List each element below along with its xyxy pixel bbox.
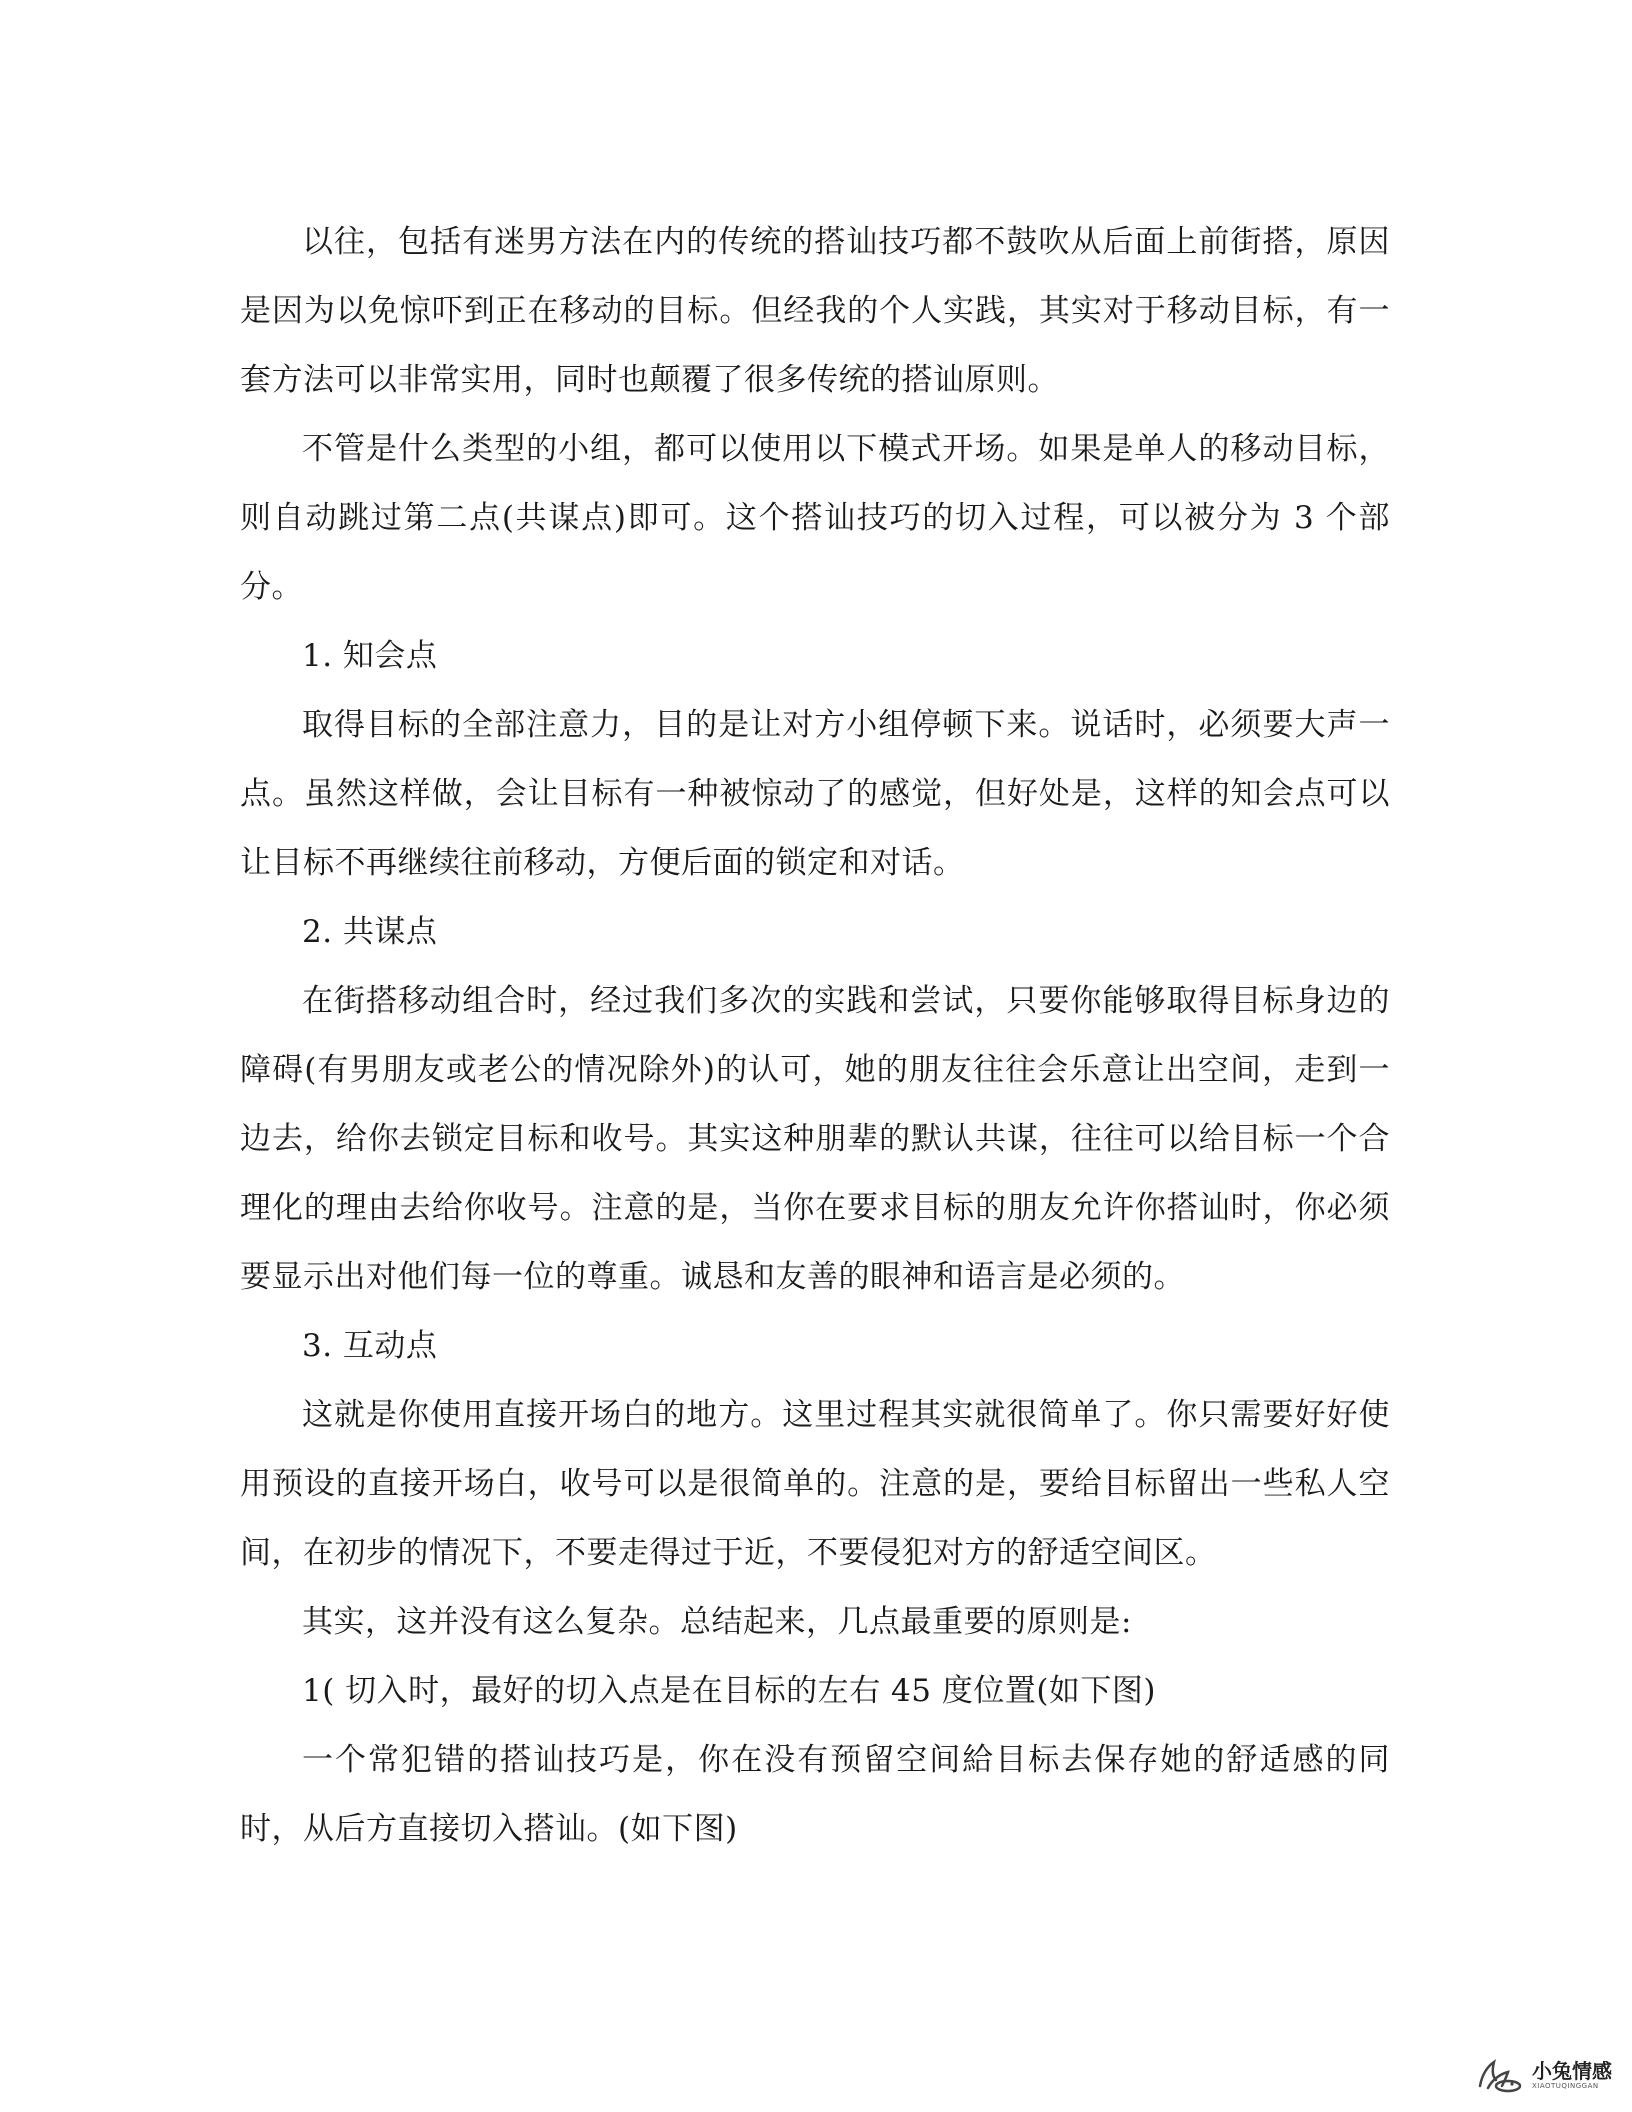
list-item: 1( 切入时，最好的切入点是在目标的左右 45 度位置(如下图)	[302, 1673, 1157, 1709]
document-body	[240, 208, 1390, 1864]
section-heading: 1. 知会点	[302, 638, 438, 674]
rabbit-logo-icon	[1474, 2056, 1524, 2094]
section-heading: 2. 共谋点	[302, 914, 438, 950]
paragraph: 这就是你使用直接开场白的地方。这里过程其实就很简单了。你只需要好好使用预设的直接开场白，收号可以是很简单的。注意的是，要给目标留出一些私人空间，在初步的情况下，不要走得过于近，不要侵犯对方的舒适空间区。	[240, 1397, 1390, 1571]
watermark-text-group	[1532, 2060, 1612, 2090]
paragraph: 以往，包括有迷男方法在内的传统的搭讪技巧都不鼓吹从后面上前街搭，原因是因为以免惊吓到正在移动的目标。但经我的个人实践，其实对于移动目标，有一套方法可以非常实用，同时也颠覆了很多传统的搭讪原则。	[240, 224, 1390, 398]
watermark-text: 小兔情感	[1532, 2059, 1612, 2083]
watermark	[1474, 2056, 1612, 2094]
paragraph: 一个常犯错的搭讪技巧是，你在没有预留空间給目标去保存她的舒适感的同时，从后方直接切入搭讪。(如下图)	[240, 1742, 1390, 1847]
paragraph: 取得目标的全部注意力，目的是让对方小组停顿下来。说话时，必须要大声一点。虽然这样做，会让目标有一种被惊动了的感觉，但好处是，这样的知会点可以让目标不再继续往前移动，方便后面的锁定和对话。	[240, 707, 1390, 881]
section-heading: 3. 互动点	[302, 1328, 438, 1364]
paragraph: 在街搭移动组合时，经过我们多次的实践和尝试，只要你能够取得目标身边的障碍(有男朋友或老公的情况除外)的认可，她的朋友往往会乐意让出空间，走到一边去，给你去锁定目标和收号。其实这种朋辈的默认共谋，往往可以给目标一个合理化的理由去给你收号。注意的是，当你在要求目标的朋友允许你搭讪时，你必须要显示出对他们每一位的尊重。诚恳和友善的眼神和语言是必须的。	[240, 983, 1390, 1295]
paragraph: 其实，这并没有这么复杂。总结起来，几点最重要的原则是:	[302, 1604, 1132, 1640]
paragraph: 不管是什么类型的小组，都可以使用以下模式开场。如果是单人的移动目标，则自动跳过第二点(共谋点)即可。这个搭讪技巧的切入过程，可以被分为 3 个部分。	[240, 431, 1390, 605]
watermark-subtext: XIAOTUQINGGAN	[1532, 2082, 1599, 2090]
